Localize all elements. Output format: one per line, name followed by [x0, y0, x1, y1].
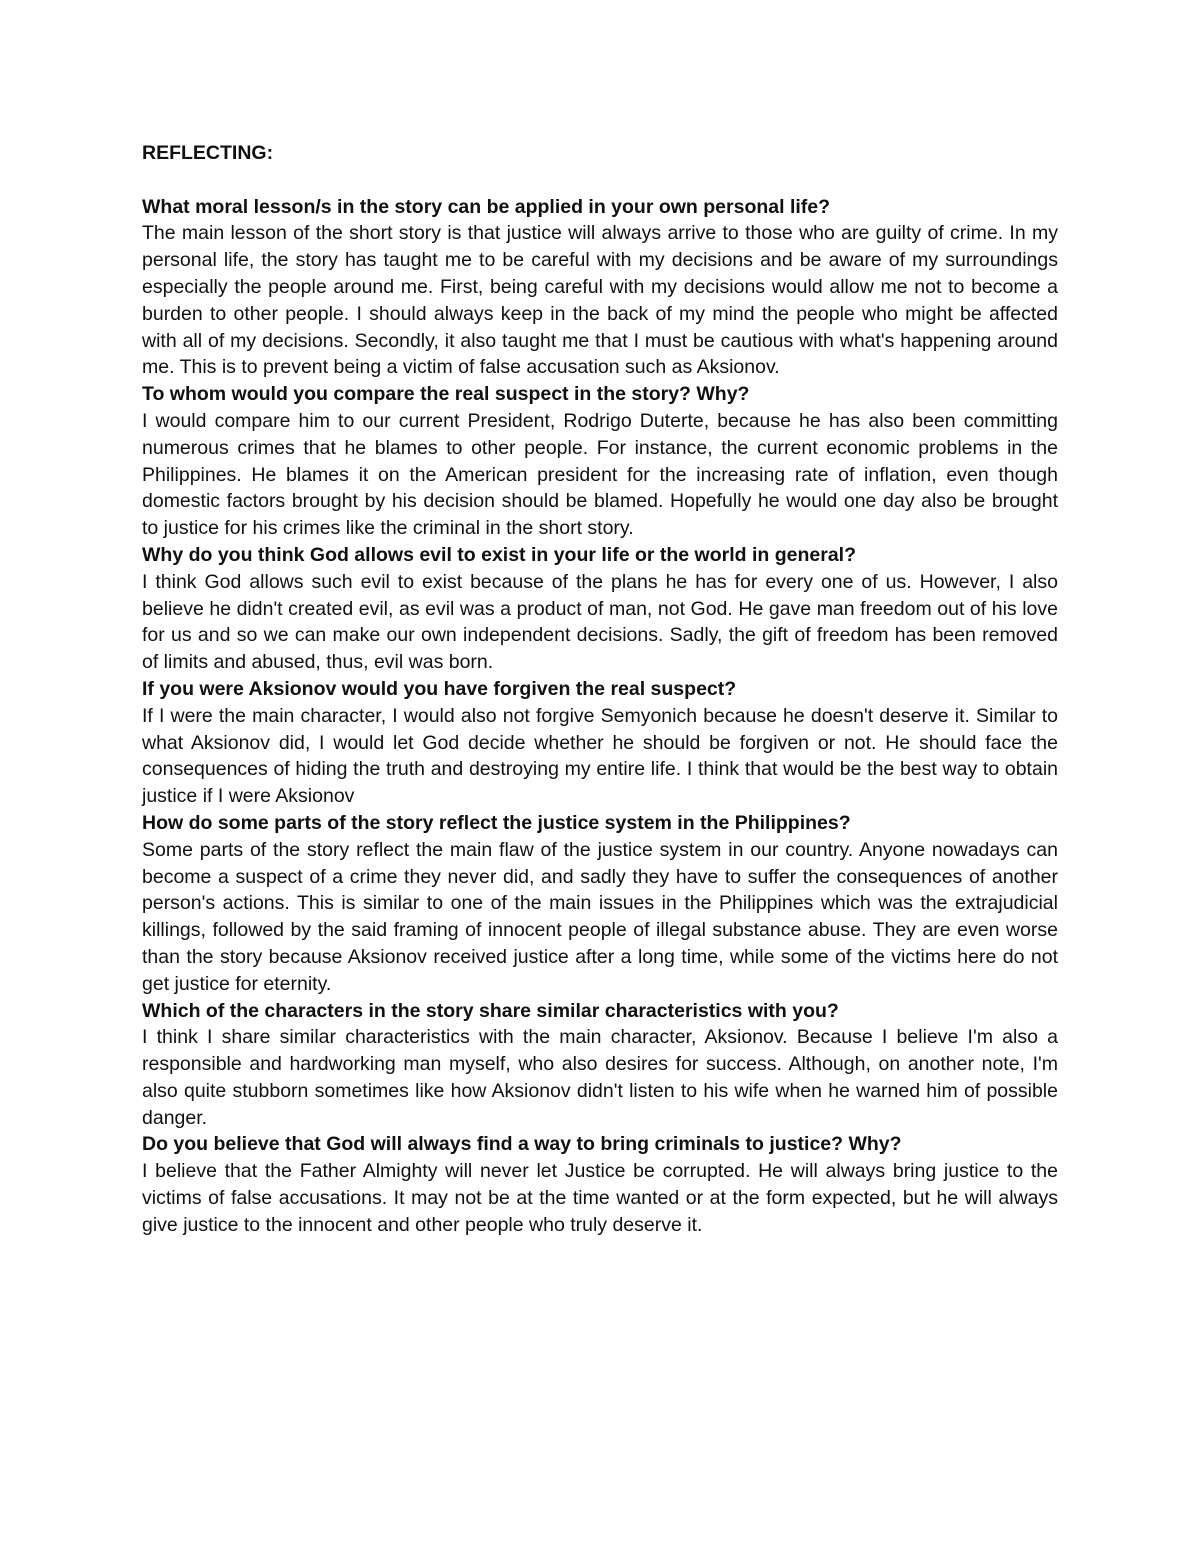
qa-item-5: [142, 810, 1058, 998]
question-7: Do you believe that God will always find a way to bring criminals to justice? Why?: [142, 1133, 902, 1156]
qa-item-2: [142, 381, 1058, 542]
answer-5: Some parts of the story reflect the main flaw of the justice system in our country. Anyone nowadays can become a suspect of a crime they never did, and sadly they have to suffer the consequences of another person's actions. This is similar to one of the main issues in the Philippines which was the extrajudicial killings, followed by the said framing of innocent people of illegal substance abuse. They are even worse than the story because Aksionov received justice after a long time, while some of the victims here do not get justice for eternity.: [142, 838, 1058, 995]
qa-item-7: [142, 1131, 1058, 1238]
question-6: Which of the characters in the story share similar characteristics with you?: [142, 999, 839, 1022]
document-page: [142, 140, 1058, 1239]
question-1: What moral lesson/s in the story can be applied in your own personal life?: [142, 195, 831, 218]
answer-1: The main lesson of the short story is that justice will always arrive to those who are guilty of crime. In my personal life, the story has taught me to be careful with my decisions and be aware of my surroundings especially the people around me. First, being careful with my decisions would allow me not to become a burden to other people. I should always keep in the back of my mind the people who might be affected with all of my decisions. Secondly, it also taught me that I must be cautious with what's happening around me. This is to prevent being a victim of false accusation such as Aksionov.: [142, 222, 1058, 379]
section-heading: REFLECTING:: [142, 142, 274, 164]
question-5: How do some parts of the story reflect the justice system in the Philippines?: [142, 811, 851, 834]
answer-7: I believe that the Father Almighty will never let Justice be corrupted. He will always bring justice to the victims of false accusations. It may not be at the time wanted or at the form expected, but he will always give justice to the innocent and other people who truly deserve it.: [142, 1160, 1058, 1236]
question-4: If you were Aksionov would you have forgiven the real suspect?: [142, 677, 737, 700]
qa-item-6: [142, 998, 1058, 1132]
question-2: To whom would you compare the real suspect in the story? Why?: [142, 383, 750, 406]
answer-2: I would compare him to our current President, Rodrigo Duterte, because he has also been committing numerous crimes that he blames to other people. For instance, the current economic problems in the Philippines. He blames it on the American president for the increasing rate of inflation, even though domestic factors brought by his decision should be blamed. Hopefully he would one day also be brought to justice for his crimes like the criminal in the short story.: [142, 409, 1058, 540]
qa-item-1: [142, 194, 1058, 382]
answer-4: If I were the main character, I would also not forgive Semyonich because he doesn't deserve it. Similar to what Aksionov did, I would let God decide whether he should be forgiven or not. He should face the consequences of hiding the truth and destroying my entire life. I think that would be the best way to obtain justice if I were Aksionov: [142, 704, 1058, 808]
answer-3: I think God allows such evil to exist because of the plans he has for every one of us. However, I also believe he didn't created evil, as evil was a product of man, not God. He gave man freedom out of his love for us and so we can make our own independent decisions. Sadly, the gift of freedom has been removed of limits and abused, thus, evil was born.: [142, 570, 1058, 674]
qa-item-4: [142, 676, 1058, 810]
question-3: Why do you think God allows evil to exist in your life or the world in general?: [142, 543, 856, 566]
qa-item-3: [142, 542, 1058, 676]
answer-6: I think I share similar characteristics with the main character, Aksionov. Because I believe I'm also a responsible and hardworking man myself, who also desires for success. Although, on another note, I'm also quite stubborn sometimes like how Aksionov didn't listen to his wife when he warned him of possible danger.: [142, 1026, 1058, 1129]
